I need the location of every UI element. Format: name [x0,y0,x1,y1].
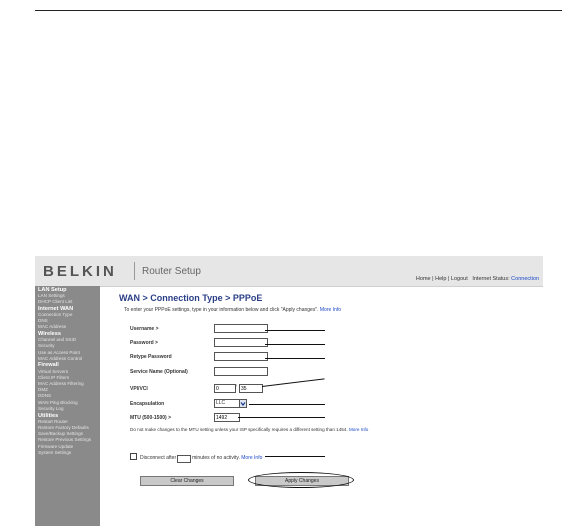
home-link[interactable]: Home [415,276,431,282]
sidebar-item-mac-address[interactable]: MAC Address [38,324,67,330]
disconnect-more-info-link[interactable]: More Info [241,455,263,461]
sidebar-item-firmware-update[interactable]: Firmware Update [38,443,74,449]
username-input[interactable] [214,324,268,333]
callout-line-vpi-vci [262,378,325,387]
callout-line-retype [265,358,325,359]
help-link[interactable]: Help [435,276,447,282]
header-bar [35,256,543,287]
disconnect-label: Disconnect after [140,455,177,461]
sidebar-item-restart-router[interactable]: Restart Router [38,418,68,424]
clear-changes-button[interactable]: Clear Changes [140,476,234,486]
callout-line-mtu [238,417,325,418]
sidebar-item-mac-address-control[interactable]: MAC Address Control [38,355,83,361]
sidebar-item-lan-settings[interactable]: LAN Settings [38,292,65,298]
retype-password-input[interactable] [214,352,268,361]
intro-sentence: To enter your PPPoE settings, type in your information below and click "Apply changes". [124,307,319,313]
vpi-vci-label: VPI/VCI [130,386,148,392]
callout-line-disconnect [265,456,325,457]
internet-status-label: Internet Status: [472,276,510,282]
sidebar-item-mac-address-filtering[interactable]: MAC Address Filtering [38,381,84,387]
link-separator: | [447,276,450,282]
sidebar-item-dmz[interactable]: DMZ [38,387,48,393]
link-separator: | [432,276,434,282]
brand-divider [134,262,135,280]
sidebar-section-firewall: Firewall [38,362,59,369]
sidebar-item-security-log[interactable]: Security Log [38,405,64,411]
main-content [105,286,535,526]
mtu-input[interactable] [214,413,240,422]
service-name-label: Service Name (Optional) [130,369,188,375]
vpi-vci-separator: / [235,385,237,391]
disconnect-suffix: minutes of no activity. [192,455,240,461]
logout-link[interactable]: Logout [450,276,468,282]
sidebar-item-access-point[interactable]: Use as Access Point [38,349,80,355]
brand-logo: BELKIN [43,263,117,280]
top-rule [35,10,562,11]
sidebar-section-internet-wan: Internet WAN [38,305,74,312]
callout-line-username [265,330,325,331]
sidebar-item-channel-ssid[interactable]: Channel and SSID [38,337,77,343]
disconnect-minutes-input[interactable] [177,455,191,463]
sidebar-item-dhcp-client-list[interactable]: DHCP Client List [38,298,73,304]
sidebar-item-connection-type[interactable]: Connection Type [38,311,73,317]
apply-changes-button[interactable]: Apply Changes [255,476,349,486]
intro-text [124,307,341,313]
mtu-warning [130,427,370,433]
disconnect-checkbox[interactable] [130,453,137,460]
sidebar-item-save-backup[interactable]: Save/Backup Settings [38,431,83,437]
sidebar-item-dns[interactable]: DNS [38,318,48,324]
sidebar-section-utilities: Utilities [38,412,59,419]
disconnect-row [130,453,262,463]
sidebar-section-lan-setup: LAN Setup [38,286,67,293]
sidebar-item-client-ip-filters[interactable]: Client IP Filters [38,374,70,380]
callout-line-password [265,344,325,345]
sidebar-item-security[interactable]: Security [38,343,55,349]
sidebar-nav [35,286,100,526]
retype-password-label: Retype Password [130,354,172,360]
chevron-down-icon[interactable] [239,399,247,408]
internet-status-value: Connection [511,276,539,282]
vci-input[interactable] [239,384,263,393]
sidebar-item-restore-previous[interactable]: Restore Previous Settings [38,437,92,443]
mtu-warning-text: Do not make changes to the MTU setting unless your ISP specifically requires a different setting than 1454. [130,427,348,432]
encapsulation-select[interactable] [214,399,240,408]
service-name-input[interactable] [214,367,268,376]
sidebar-item-restore-defaults[interactable]: Restore Factory Defaults [38,424,89,430]
sidebar-section-wireless: Wireless [38,330,61,337]
top-links [416,276,539,282]
sidebar-item-system-settings[interactable]: System Settings [38,449,72,455]
product-title: Router Setup [142,266,201,277]
router-screenshot [35,256,543,526]
password-label: Password > [130,340,158,346]
vpi-input[interactable] [214,384,236,393]
encapsulation-value: LLC [216,400,226,406]
mtu-more-info-link[interactable]: More Info [348,427,369,432]
more-info-link[interactable]: More Info [319,307,342,313]
username-label: Username > [130,326,159,332]
page-title: WAN > Connection Type > PPPoE [119,293,263,303]
callout-line-encapsulation [249,404,325,405]
sidebar-item-wan-ping-blocking[interactable]: WAN Ping Blocking [38,399,78,405]
apply-highlight-oval [248,472,354,488]
sidebar-item-virtual-servers[interactable]: Virtual Servers [38,368,69,374]
encapsulation-label: Encapsulation [130,401,165,407]
mtu-label: MTU (500-1500) > [130,415,171,421]
sidebar-item-ddns[interactable]: DDNS [38,393,52,399]
password-input[interactable] [214,338,268,347]
